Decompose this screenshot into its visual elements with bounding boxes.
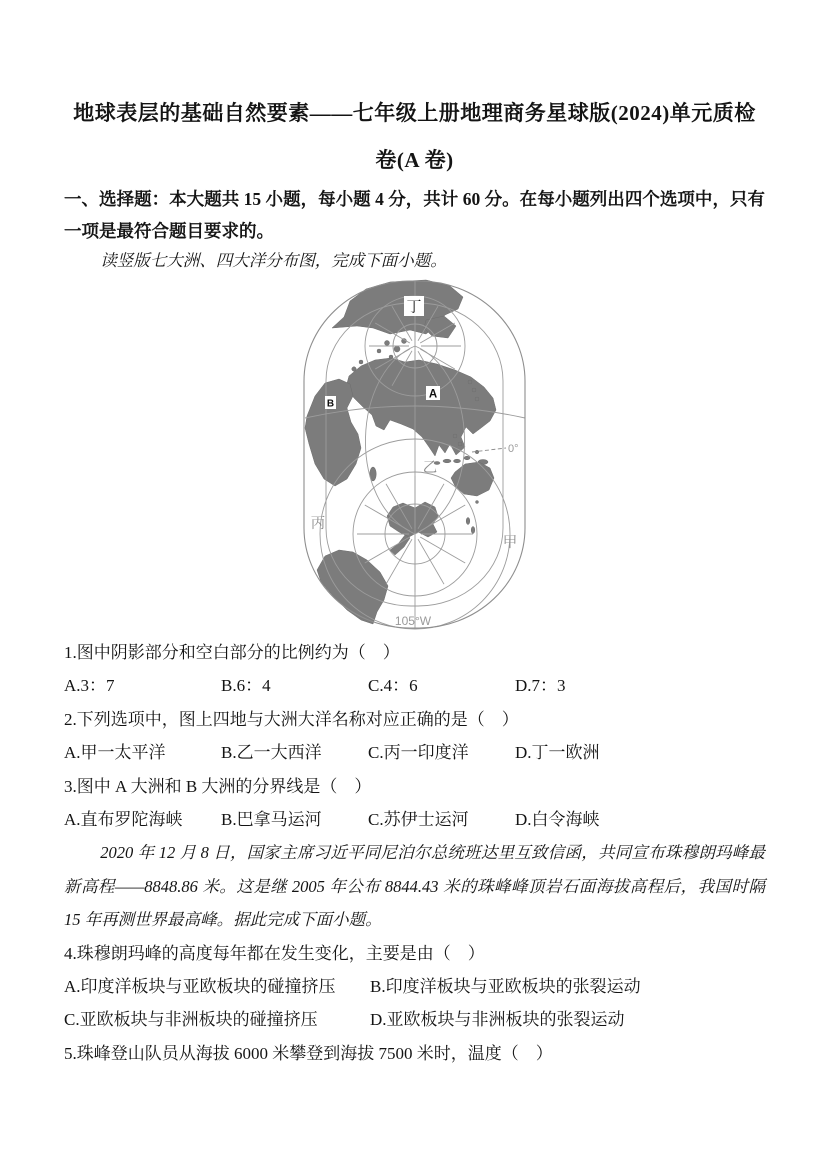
section-heading: 一、选择题：本大题共 15 小题，每小题 4 分，共计 60 分。在每小题列出四个选项中，只有一项是最符合题目要求的。 — [64, 189, 765, 241]
question-3-option-c: C.苏伊士运河 — [368, 810, 469, 830]
question-3-option-a: A.直布罗陀海峡 — [64, 810, 183, 830]
map-label-ding: 丁 — [405, 298, 422, 316]
question-2-option-c: C.丙一印度洋 — [368, 743, 469, 763]
question-3-stem: 3.图中 A 大洲和 B 大洲的分界线是（ ） — [64, 776, 372, 796]
greenland-shape — [424, 316, 456, 338]
question-1-option-d: D.7：3 — [515, 676, 566, 696]
question-1-options — [64, 669, 765, 702]
map-label-continent-a: A — [428, 388, 437, 401]
question-2-options — [64, 736, 765, 769]
map-label-ocean-jia: 甲 — [502, 535, 517, 551]
question-1-stem: 1.图中阴影部分和空白部分的比例约为（ ） — [64, 643, 400, 662]
question-4-options-row-2 — [64, 1003, 765, 1036]
question-2-option-b: B.乙一大西洋 — [221, 743, 322, 763]
antarctica-peninsula-shape — [390, 535, 410, 555]
question-3-option-b: B.巴拿马运河 — [221, 810, 322, 830]
question-5-stem: 5.珠峰登山队员从海拔 6000 米攀登到海拔 7500 米时，温度（ ） — [64, 1043, 553, 1063]
question-2-option-a: A.甲一太平洋 — [64, 743, 166, 763]
question-4-option-c: C.亚欧板块与非洲板块的碰撞挤压 — [64, 1010, 318, 1030]
map-label-ocean-yi: 乙 — [422, 460, 437, 476]
africa-shape — [305, 379, 361, 486]
map-label-ocean-bing: 丙 — [310, 516, 325, 532]
australia-shape — [451, 462, 494, 496]
question-4-option-b: B.印度洋板块与亚欧板块的张裂运动 — [370, 977, 641, 997]
question-4-options-row-1 — [64, 970, 765, 1003]
question-1-option-c: C.4：6 — [368, 676, 418, 696]
everest-passage: 2020 年 12 月 8 日，国家主席习近平同尼泊尔总统班达里互致信函，共同宣布珠穆朗玛峰最新高程——8848.86 米。这是继 2005 年公布 8844.43 米的珠峰峰顶岩石面海拔高程后，我国时隔 15 年再测世界最高峰。据此完成下面小题。 — [64, 843, 765, 930]
question-4-option-a: A.印度洋板块与亚欧板块的碰撞挤压 — [64, 977, 336, 997]
map-label-equator: 0° — [507, 443, 519, 455]
question-1-option-b: B.6：4 — [221, 676, 271, 696]
question-2-stem: 2.下列选项中，图上四地与大洲大洋名称对应正确的是（ ） — [64, 709, 519, 729]
question-4-stem: 4.珠穆朗玛峰的高度每年都在发生变化，主要是由（ ） — [64, 943, 485, 963]
map-label-meridian: 105°W — [394, 614, 431, 628]
south-america-shape — [317, 550, 388, 624]
map-intro: 读竖版七大洲、四大洋分布图，完成下面小题。 — [100, 251, 447, 270]
world-map-figure — [287, 276, 543, 636]
questions-section — [64, 636, 765, 1070]
question-4-option-d: D.亚欧板块与非洲板块的张裂运动 — [370, 1010, 625, 1030]
map-label-continent-b: B — [326, 398, 334, 410]
question-3-options — [64, 803, 765, 836]
vertical-world-map-image — [287, 276, 543, 636]
question-2-option-d: D.丁一欧洲 — [515, 743, 600, 763]
eurasia-shape — [346, 358, 496, 456]
question-3-option-d: D.白令海峡 — [515, 810, 600, 830]
continents-layer — [305, 280, 496, 624]
question-1-option-a: A.3：7 — [64, 676, 115, 696]
page-title: 地球表层的基础自然要素——七年级上册地理商务星球版(2024)单元质检卷(A 卷) — [73, 101, 756, 172]
